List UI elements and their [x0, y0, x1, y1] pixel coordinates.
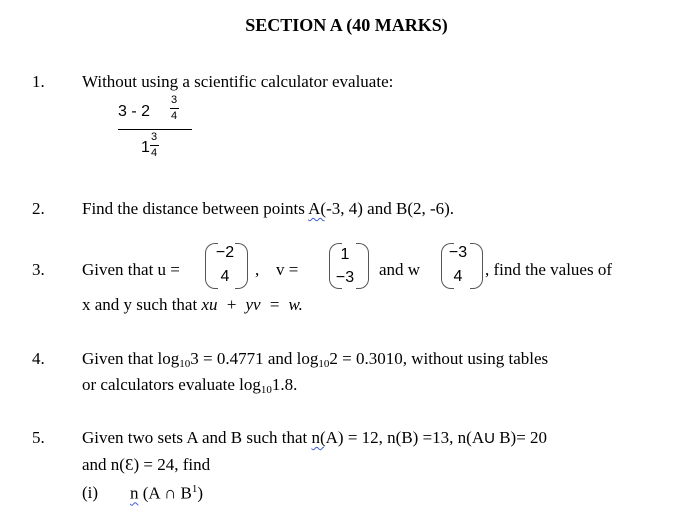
- vector-u-right-bracket: [235, 243, 248, 289]
- q4-line2: or calculators evaluate $\log_{10}1.8$.: [82, 375, 298, 396]
- question-1-text: Without using a scientific calculator evaluate:: [82, 72, 394, 91]
- q1-numerator-frac-num: 3: [171, 94, 178, 106]
- vector-u-top: −2: [215, 244, 235, 261]
- q1-denominator-frac-bar: [150, 145, 159, 146]
- q3-equation: xu + yv = w.: [201, 295, 303, 314]
- q1-numerator-main: 3 - 2: [118, 103, 151, 120]
- q5-part-i-expression: n (A ∩ $B^1$): [130, 483, 204, 503]
- question-4-number: 4.: [32, 349, 45, 368]
- vector-v-right-bracket: [356, 243, 369, 289]
- q1-main-fraction-bar: [118, 129, 192, 130]
- section-title: SECTION A (40 MARKS): [245, 15, 448, 35]
- q3-v-label: v =: [276, 260, 299, 279]
- vector-w-right-bracket: [470, 243, 483, 289]
- q1-numerator-frac-bar: [170, 108, 179, 109]
- vector-w-bottom: 4: [453, 268, 463, 285]
- vector-w-top: −3: [448, 244, 468, 261]
- q5-line2: and n(Ɛ) = 24, find: [82, 455, 211, 474]
- q3-comma: ,: [255, 260, 260, 279]
- q3-given-u: Given that u =: [82, 260, 180, 279]
- q5-line1: Given two sets A and B such that n(A) = 12, n(B) =13, n(AU B)= 20: [82, 428, 548, 447]
- q3-rest: , find the values of: [485, 260, 612, 279]
- question-1-number: 1.: [32, 72, 45, 91]
- question-2-number: 2.: [32, 199, 45, 218]
- question-5-number: 5.: [32, 428, 45, 447]
- q1-numerator-frac-den: 4: [171, 110, 178, 122]
- q1-denominator-whole: 1: [141, 139, 150, 156]
- q3-line2: x and y such that xu + yv = w.: [82, 295, 303, 314]
- q4-line1: Given that $\log_{10}3 = 0.4771$ and $\log_{10}2 = 0.3010$, without using tables: [82, 349, 549, 370]
- question-2-text: Find the distance between points A(-3, 4) and B(2, -6).: [82, 199, 455, 218]
- question-3-number: 3.: [32, 260, 45, 279]
- vector-v-bottom: −3: [335, 269, 355, 286]
- vector-v-top: 1: [340, 246, 350, 263]
- q5-part-i-label: (i): [82, 483, 99, 502]
- q1-denominator-frac-den: 4: [151, 147, 158, 159]
- vector-u-bottom: 4: [220, 268, 230, 285]
- q3-and-w: and w: [379, 260, 421, 279]
- q1-denominator-frac-num: 3: [151, 131, 158, 143]
